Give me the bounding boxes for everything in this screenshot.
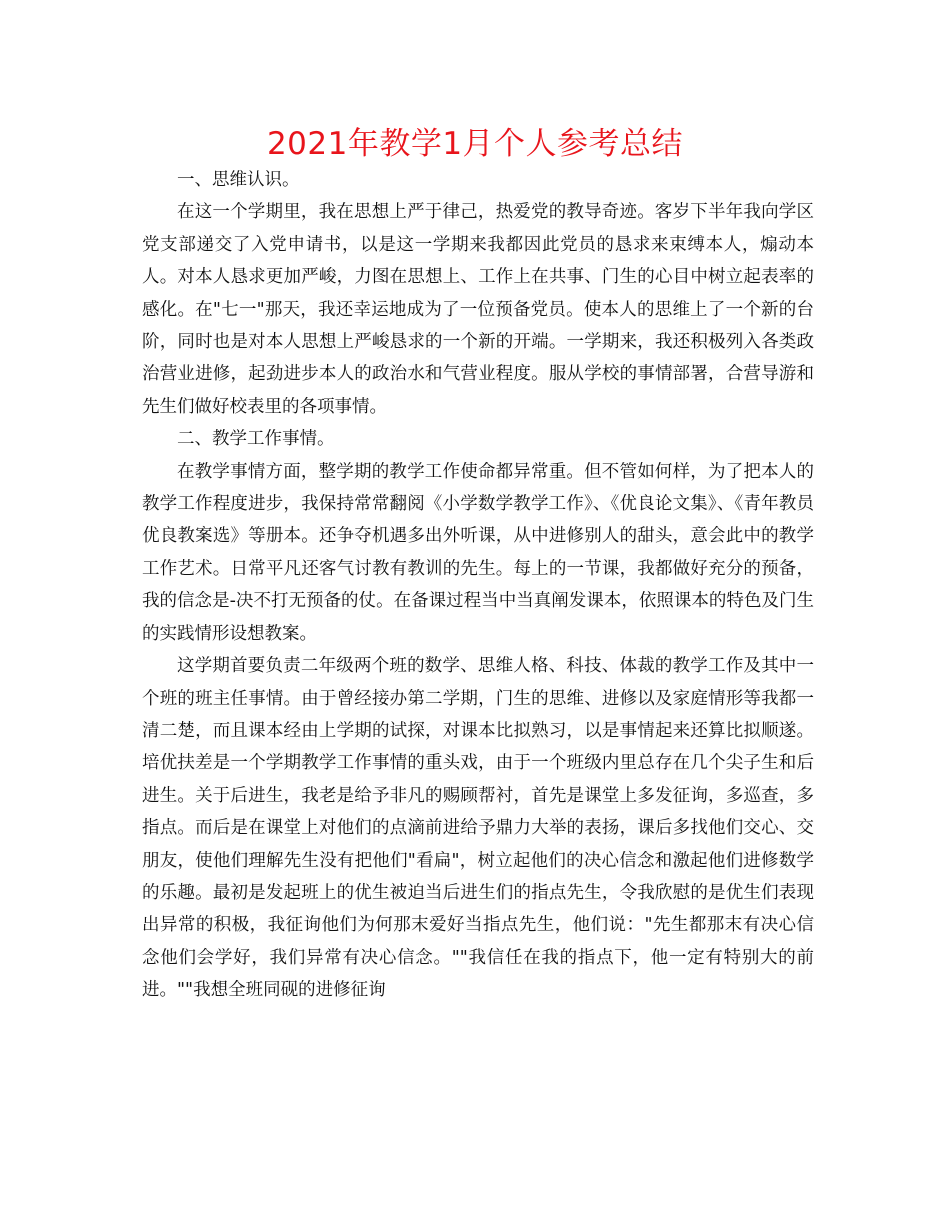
- body-paragraph: 在教学事情方面，整学期的教学工作使命都异常重。但不管如何样，为了把本人的教学工作程度进步，我保持常常翻阅《小学数学教学工作》、《优良论文集》、《青年教员优良教案选》等册本。还争夺机遇多出外听课，从中进修别人的甜头，意会此中的教学工作艺术。日常平凡还客气讨教有教训的先生。每上的一节课，我都做好充分的预备，我的信念是-决不打无预备的仗。在备课过程当中当真阐发课本，依照课本的特色及门生的实践情形设想教案。: [142, 461, 814, 644]
- body-paragraph: 这学期首要负责二年级两个班的数学、思维人格、科技、体裁的教学工作及其中一个班的班主任事情。由于曾经接办第二学期，门生的思维、进修以及家庭情形等我都一清二楚，而且课本经由上学期的试探，对课本比拟熟习，以是事情起来还算比拟顺遂。培优扶差是一个学期教学工作事情的重头戏，由于一个班级内里总存在几个尖子生和后进生。关于后进生，我老是给予非凡的赐顾帮衬，首先是课堂上多发征询，多巡查，多指点。而后是在课堂上对他们的点滴前进给予鼎力大举的表扬，课后多找他们交心、交朋友，使他们理解先生没有把他们"看扁"，树立起他们的决心信念和激起他们进修数学的乐趣。最初是发起班上的优生被迫当后进生们的指点先生，令我欣慰的是优生们表现出异常的积极，我征询他们为何那末爱好当指点先生，他们说："先生都那末有决心信念他们会学好，我们异常有决心信念。""我信任在我的指点下，他一定有特别大的前进。""我想全班同砚的进修征询: [142, 656, 814, 1001]
- document-body: [142, 164, 814, 1007]
- section-heading: 一、思维认识。: [177, 170, 300, 190]
- document-title: 2021年教学1月个人参考总结: [266, 126, 684, 162]
- section-heading: 二、教学工作事情。: [177, 429, 335, 450]
- body-paragraph: 在这一个学期里，我在思想上严于律己，热爱党的教导奇迹。客岁下半年我向学区党支部递交了入党申请书，以是这一学期来我都因此党员的恳求来束缚本人，煽动本人。对本人恳求更加严峻，力图在思想上、工作上在共事、门生的心目中树立起表率的感化。在"七一"那天，我还幸运地成为了一位预备党员。使本人的思维上了一个新的台阶，同时也是对本人思想上严峻恳求的一个新的开端。一学期来，我还积极列入各类政治营业进修，起劲进步本人的政治水和气营业程度。服从学校的事情部署，合营导游和先生们做好校表里的各项事情。: [142, 202, 814, 417]
